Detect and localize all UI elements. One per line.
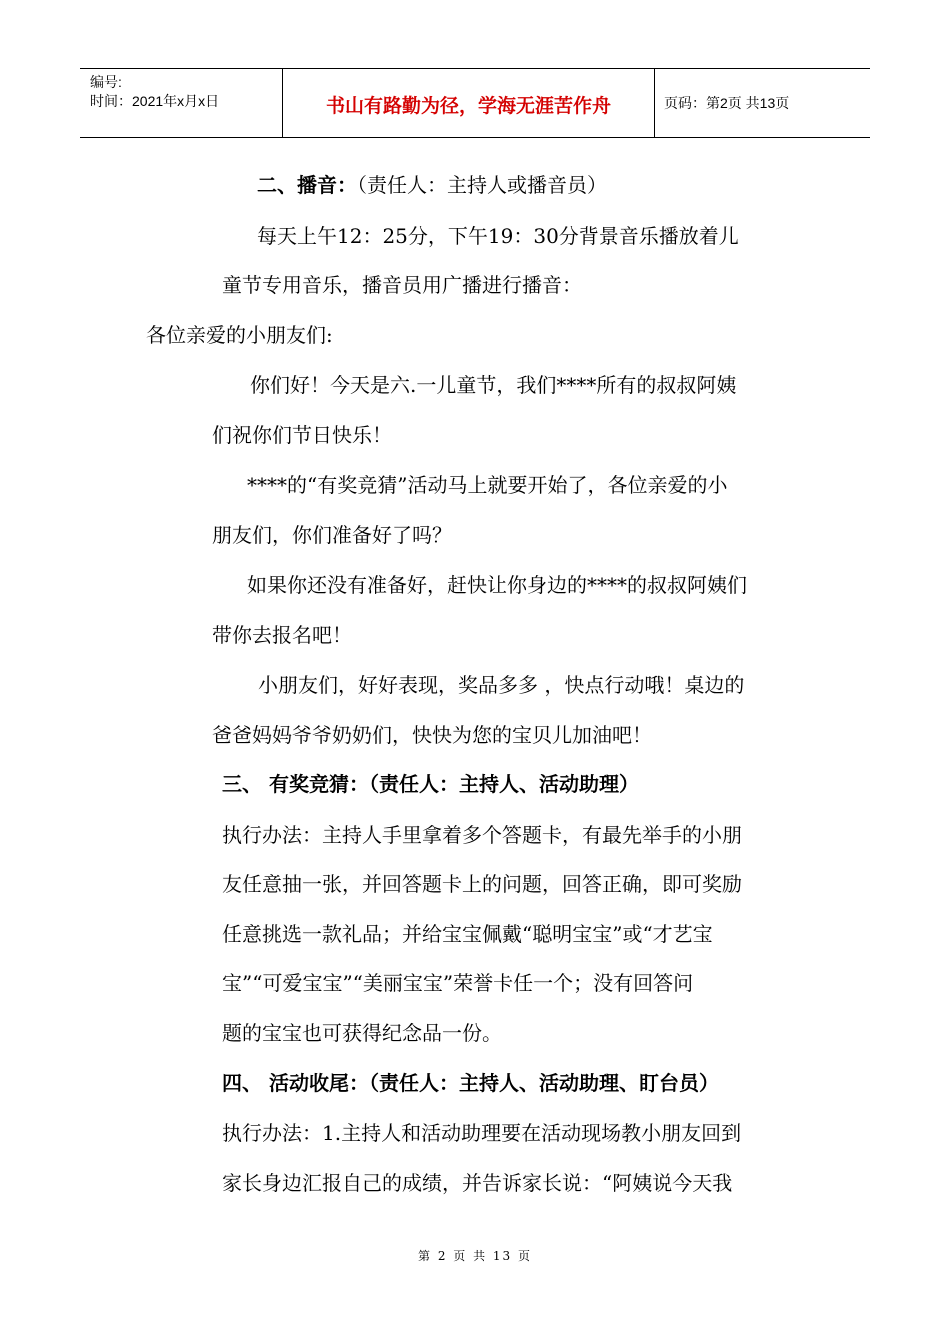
- paragraph-line: 们祝你们节日快乐！: [212, 423, 392, 447]
- paragraph-line: 带你去报名吧！: [212, 623, 352, 647]
- section-2-responsible: （责任人：主持人或播音员）: [357, 173, 607, 197]
- paragraph-line: 执行办法：主持人手里拿着多个答题卡，有最先举手的小朋: [222, 823, 742, 847]
- paragraph-line: 每天上午12：25分，下午19：30分背景音乐播放着儿: [257, 224, 739, 248]
- paragraph-line: 朋友们，你们准备好了吗？: [212, 523, 452, 547]
- header-motto: 书山有路勤为径，学海无涯苦作舟: [325, 95, 611, 117]
- paragraph-line: 题的宝宝也可获得纪念品一份。: [222, 1021, 502, 1045]
- document-date: 时间：2021年x月x日: [90, 93, 220, 109]
- section-2-heading: [257, 173, 607, 197]
- paragraph-line: 家长身边汇报自己的成绩，并告诉家长说：“阿姨说今天我: [222, 1171, 733, 1195]
- paragraph-line: 你们好！今天是六.一儿童节，我们****所有的叔叔阿姨: [250, 373, 737, 397]
- section-2-title: 二、播音：: [257, 173, 357, 197]
- paragraph-line: 任意挑选一款礼品；并给宝宝佩戴“聪明宝宝”或“才艺宝: [222, 922, 713, 946]
- paragraph-line: 小朋友们，好好表现，奖品多多 ，快点行动哦！桌边的: [258, 673, 745, 697]
- paragraph-line: 爸爸妈妈爷爷奶奶们，快快为您的宝贝儿加油吧！: [212, 723, 652, 747]
- paragraph-line: 执行办法：1.主持人和活动助理要在活动现场教小朋友回到: [222, 1121, 742, 1145]
- page-footer: 第 2 页 共 13 页: [418, 1249, 532, 1263]
- paragraph-line: 友任意抽一张，并回答题卡上的问题，回答正确，即可奖励: [222, 872, 742, 896]
- section-3-heading: 三、 有奖竞猜：（责任人：主持人、活动助理）: [222, 772, 639, 796]
- header-page-info: 页码：第2页 共13页: [664, 95, 790, 111]
- paragraph-line: ****的“有奖竞猜”活动马上就要开始了，各位亲爱的小: [247, 473, 728, 497]
- paragraph-line: 宝”“可爱宝宝”“美丽宝宝”荣誉卡任一个；没有回答问: [222, 971, 694, 995]
- paragraph-line: 如果你还没有准备好，赶快让你身边的****的叔叔阿姨们: [247, 573, 747, 597]
- paragraph-line: 童节专用音乐，播音员用广播进行播音：: [222, 273, 582, 297]
- section-4-heading: 四、 活动收尾：（责任人：主持人、活动助理、盯台员）: [222, 1071, 719, 1095]
- header-divider: [654, 69, 655, 137]
- greeting-line: 各位亲爱的小朋友们:: [146, 323, 333, 347]
- document-number-label: 编号:: [90, 74, 122, 90]
- page-header: [80, 68, 870, 138]
